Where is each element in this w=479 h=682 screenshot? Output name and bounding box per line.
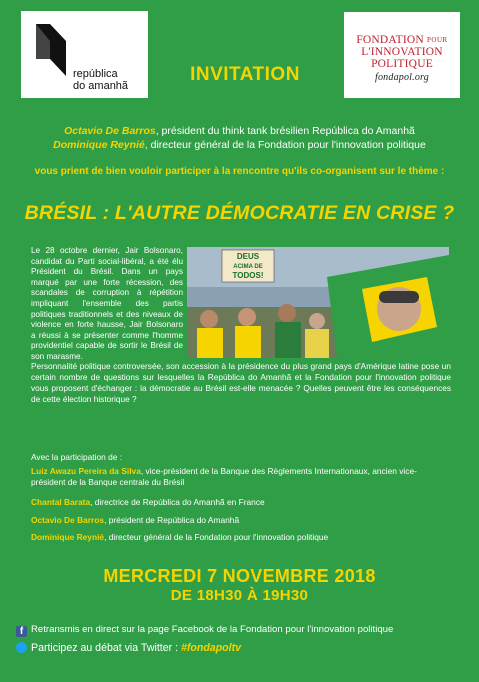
participant-3	[31, 515, 451, 526]
facebook-icon: f	[16, 626, 27, 637]
event-time: DE 18H30 À 19H30	[170, 587, 309, 604]
participant-1	[31, 466, 451, 487]
fondapol-logo-line2: L'INNOVATION	[361, 46, 443, 58]
republica-logo-text	[73, 68, 128, 92]
twitter-text: Participez au débat via Twitter :	[31, 642, 181, 654]
participant-name: Dominique Reynié	[31, 532, 105, 542]
intro-line-2	[10, 138, 469, 152]
intro-line-3: vous prient de bien vouloir participer à la rencontre qu'ils co-organisent sur le thème :	[34, 166, 445, 177]
body-paragraph-2: Personnalité politique controversée, son accession à la présidence du plus grand pays d'Amérique latine pose un certain nombre de questions sur lesquelles la República do Amanhã et la Fondation pour l'innovation politique vous proposent d'échanger : la démocratie au Brésil est-elle menacée ? Quelles peuvent être les conséquences de cette élection historique ?	[31, 361, 451, 404]
participant-name: Chantal Barata	[31, 497, 91, 507]
host-role-2: , directeur général de la Fondation pour l'innovation politique	[144, 139, 426, 151]
fondapol-logo-text	[344, 34, 460, 84]
sign-text-3: TODOS!	[232, 271, 264, 280]
republica-logo-line2: do amanhã	[73, 80, 129, 92]
sign-text-2: ACIMA DE	[233, 264, 263, 270]
participant-role: , président de República do Amanhã	[104, 515, 240, 525]
fondapol-url: fondapol.org	[375, 72, 429, 83]
fondapol-logo-line3: POLITIQUE	[371, 58, 433, 70]
republica-do-amanha-logo	[21, 11, 148, 98]
participant-role: , directeur général de la Fondation pour l'innovation politique	[104, 532, 329, 542]
participant-2	[31, 497, 451, 508]
participant-name: Octavio De Barros	[31, 515, 105, 525]
event-date: MERCREDI 7 NOVEMBRE 2018	[103, 566, 376, 586]
participant-role: , vice-président de la Banque des Règlements Internationaux, ancien vice-président de la Banque centrale du Brésil	[31, 466, 417, 487]
fondapol-logo-small: POUR	[427, 36, 448, 44]
twitter-icon	[16, 642, 27, 653]
participation-label: Avec la participation de :	[31, 452, 123, 462]
participant-name: Luiz Awazu Pereira da Silva	[31, 466, 141, 476]
host-name-2: Dominique Reynié	[53, 139, 145, 151]
twitter-line[interactable]	[16, 641, 241, 655]
body-paragraph-1: Le 28 octobre dernier, Jair Bolsonaro, candidat du Parti social-libéral, a été élu Président du Brésil. Dans un pays marqué par une forte récession, des scandales de corruption à répétition impliquant l'ensemble des partis politiques traditionnels et des niveaux de violence en forte hausse, Jair Bolsonaro a réussi à se présenter comme l'homme providentiel capable de sortir le Brésil de son marasme.	[31, 246, 183, 361]
sign-text-1: DEUS	[236, 252, 260, 261]
twitter-hashtag[interactable]: #fondapoltv	[180, 642, 241, 654]
republica-logo-mark-icon	[36, 24, 66, 76]
intro-line-1	[10, 124, 469, 138]
invitation-heading: INVITATION	[190, 64, 300, 85]
host-role-1: , président du think tank brésilien República do Amanhã	[155, 125, 415, 137]
host-name-1: Octavio De Barros	[64, 125, 156, 137]
facebook-text: Retransmis en direct sur la page Facebook de la Fondation pour l'innovation politique	[31, 624, 394, 635]
facebook-line[interactable]	[16, 623, 393, 637]
participant-4	[31, 532, 451, 543]
participant-role: , directrice de República do Amanhã en France	[90, 497, 265, 507]
republica-logo-line1: república	[73, 68, 118, 80]
fondapol-logo-line1: FONDATION	[356, 34, 424, 46]
rally-photo	[187, 247, 449, 358]
fondapol-logo	[344, 12, 460, 98]
theme-title: BRÉSIL : L'AUTRE DÉMOCRATIE EN CRISE ?	[24, 202, 455, 224]
